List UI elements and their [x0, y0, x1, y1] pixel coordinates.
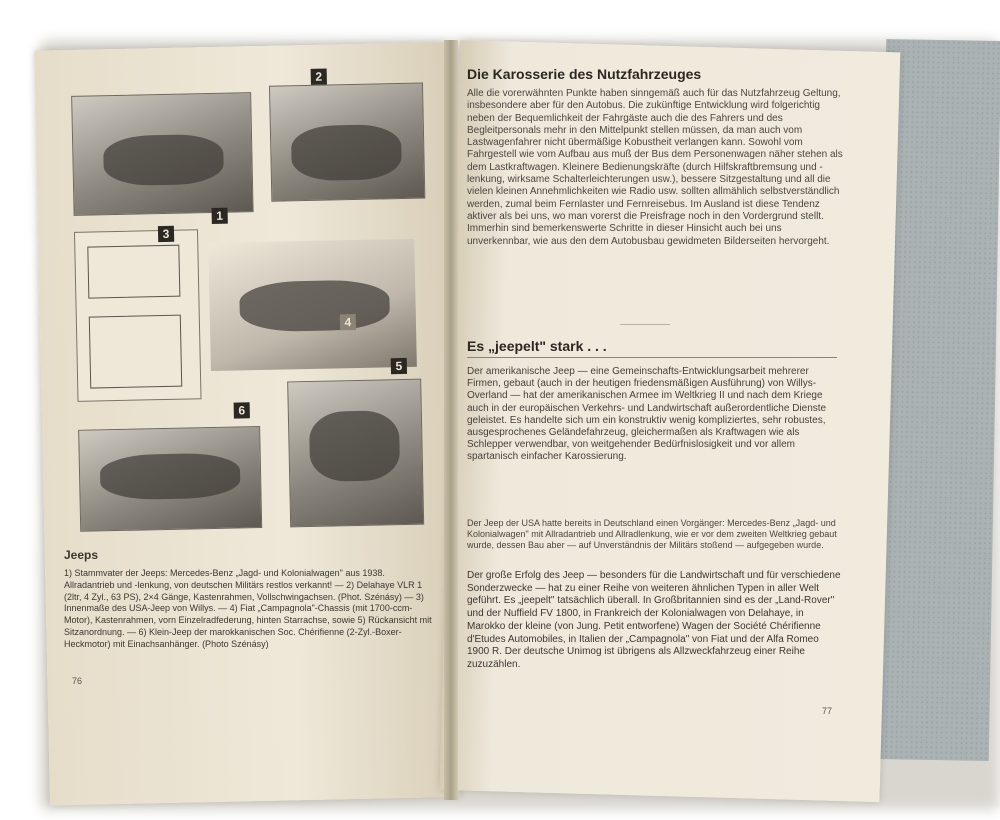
heading-jeepelt: Es „jeepelt" stark . . . [467, 338, 607, 354]
paragraph-jeep-vorgaenger: Der Jeep der USA hatte bereits in Deutschland einen Vorgänger: Mercedes-Benz „Jagd- und Kolonialwagen" mit Allradantrieb und Allradlenkung, wie er vor dem zweiten Weltkrieg gebaut wurde, dessen Bau aber — auf Unverständnis der Militärs stoßend — aufgegeben wurde. [467, 518, 837, 550]
book-spine [444, 40, 458, 800]
caption-title: Jeeps [64, 548, 99, 562]
figure-number-4: 4 [340, 314, 356, 330]
left-page-number: 76 [72, 676, 83, 686]
paragraph-jeep-erfolg: Der große Erfolg des Jeep — besonders für die Landwirtschaft und für verschiedene Sonderzwecke — hat zu einer Reihe von weiteren ähnlichen Typen in aller Welt geführt. Es „jeepelt" tatsächlich überall. In Großbritannien sind es der „Land-Rover" und der Nuffield FV 1800, in Frankreich der Kolonialwagen von Delahaye, in Marokko der kleine (von Jung. Petit entworfene) Wagen der Société Chérifienne d'Etudes Automobiles, in Italien der „Campagnola" von Fiat und der Alfa Romeo 1900 R. Der deutsche Unimog ist übrigens als Allzweckfahrzeug einer Reihe zuzuzählen. [467, 570, 841, 670]
caption-text: 1) Stammvater der Jeeps: Mercedes-Benz „Jagd- und Kolonialwagen" aus 1938. Allradantrieb und -lenkung, von deutschen Militärs restlos verkannt! — 2) Delahaye VLR 1 (2ltr, 4 Zyl., 63 PS), 2×4 Gänge, Kastenrahmen, Vollschwingachsen. (Phot. Szénásy) — 3) Innenmaße des USA-Jeep von Willys. — 4) Fiat „Campagnola"-Chassis (mit 1700-ccm-Motor), Kastenrahmen, vorn Einzelradfederung, hinten Starrachse, sowie 5) Rückansicht mit Sitzanordnung. — 6) Klein-Jeep der marokkanischen Soc. Chérifienne (2-Zyl.-Boxer-Heckmotor) mit Einachsanhänger. (Photo Szénásy) [64, 568, 432, 649]
photo-jeep-rear-view [287, 379, 424, 528]
drawing-jeep-dimensions [74, 229, 202, 402]
drawing-line [87, 245, 180, 299]
right-page-number: 77 [822, 706, 833, 716]
photo-klein-jeep-trailer [78, 426, 262, 532]
figure-number-6: 6 [234, 402, 250, 418]
section-separator [620, 324, 670, 325]
photo-klein-jeep-shape [100, 452, 241, 500]
photo-mercedes-jagdwagen-car-shape [103, 134, 224, 187]
photo-fiat-campagnola-chassis [208, 239, 417, 371]
photo-mercedes-jagdwagen [71, 92, 253, 216]
figure-number-5: 5 [391, 358, 407, 374]
paragraph-karosserie: Alle die vorerwähnten Punkte haben sinngemäß auch für das Nutzfahrzeug Geltung, insbesondere aber für den Autobus. Die zukünftige Entwicklung wird folgerichtig neben der Bequemlichkeit der Fahrgäste auch die des Fahrers und des Begleitpersonals mehr in den Mittelpunkt stellen müssen, da man auch vom Lastwagenfahrer nicht übermäßige Kobustheit verlangen kann. Sowohl vom Fahrgestell wie vom Aufbau aus muß der Bus dem Personenwagen näher stehen als dem Lastkraftwagen. Kleinere Bedienungskräfte (durch Hilfskraftbremsung und -lenkung, wirksame Schalterleichterungen usw.), bessere Sitzgestaltung und all die vielen kleinen Annehmlichkeiten wie Radio usw. sollten allmählich selbstverständlich werden, zumal beim Fernlaster und Fernreisebus. Im Ausland ist diese Tendenz aktiver als bei uns, wo man vorerst die Preisfrage noch in den Vordergrund stellt. Immerhin sind bemerkenswerte Schritte in dieser Hinsicht auch bei uns unverkennbar, wie aus den dem Autobusbau gewidmeten Bilderseiten hervorgeht. [467, 88, 843, 247]
drawing-line [89, 315, 182, 389]
figure-number-1: 1 [212, 208, 228, 224]
photo-delahaye-car-shape [291, 124, 402, 181]
heading-rule [467, 357, 837, 358]
left-page-caption [64, 548, 436, 651]
figure-number-2: 2 [311, 69, 327, 85]
photo-jeep-rear-shape [309, 410, 400, 482]
left-page [34, 42, 460, 805]
photo-delahaye [269, 83, 425, 202]
paragraph-jeep-intro: Der amerikanische Jeep — eine Gemeinschafts-Entwicklungsarbeit mehrerer Firmen, gebaut (auch in der heutigen friedensmäßigen Ausführung) von Willys-Overland — hat der amerikanischen Armee im Weltkrieg II und nach dem Kriege auch in der europäischen Verkehrs- und Landwirtschaft außerordentliche Dienste geleistet. Es handelte sich um ein konstruktiv wenig kompliziertes, sehr robustes, ausgesprochenes Geländefahrzeug, gleichermaßen als Kraftwagen wie als Schlepper verwendbar, von weitgehender Bedürfnislosigkeit und vor allem spartanisch einfacher Karossierung. [467, 366, 827, 463]
photo-fiat-chassis-shape [239, 279, 390, 332]
figure-number-3: 3 [158, 226, 174, 242]
heading-karosserie: Die Karosserie des Nutzfahrzeuges [467, 66, 702, 82]
